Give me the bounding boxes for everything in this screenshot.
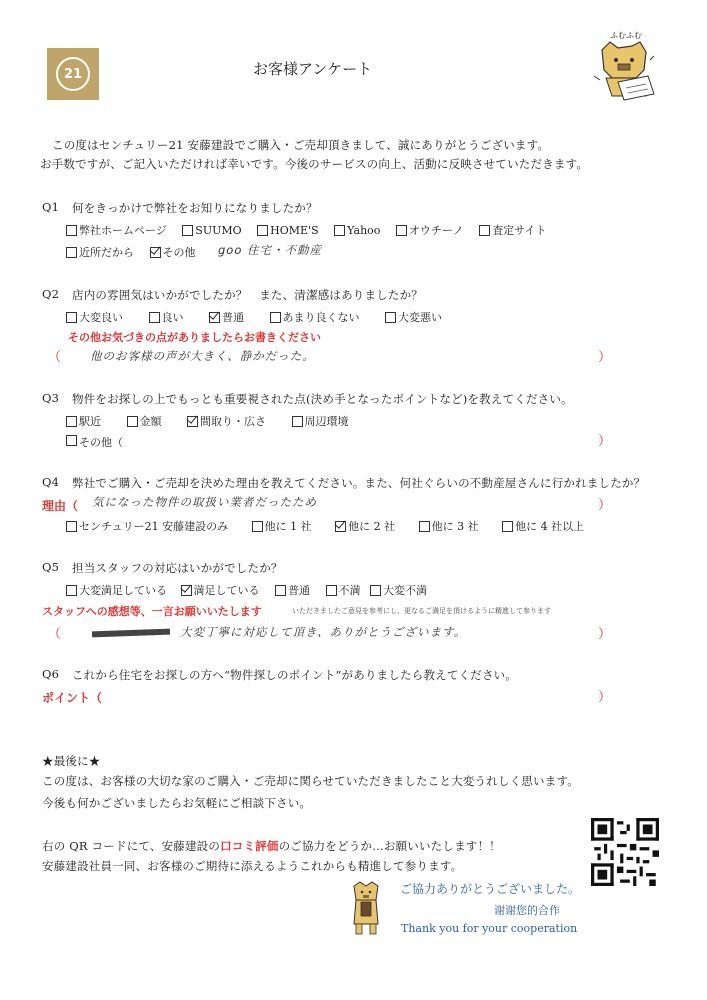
- logo-text: 21: [56, 57, 90, 91]
- q5-handwritten-answer[interactable]: 大変丁寧に対応して頂き、ありがとうございます。: [180, 625, 467, 639]
- q5-options: [66, 582, 439, 599]
- q5-option[interactable]: 大変満足している: [66, 582, 167, 598]
- q1-option[interactable]: Yahoo: [334, 224, 380, 237]
- q3-option[interactable]: 間取り・広さ: [187, 413, 266, 429]
- mascot-reading-illustration: [588, 30, 660, 106]
- q1-option[interactable]: SUUMO: [182, 224, 241, 237]
- checkbox[interactable]: [66, 312, 77, 323]
- q2-number: Q2: [42, 287, 60, 301]
- q4-close-paren: ）: [598, 498, 612, 513]
- q4-option[interactable]: 他に 1 社: [252, 518, 312, 534]
- thanks-japanese: ご協力ありがとうございました。: [400, 882, 581, 896]
- q4-options: [66, 518, 596, 535]
- q3-number: Q3: [42, 391, 60, 405]
- q3-close-paren: ）: [598, 434, 612, 449]
- q6-close-paren: ）: [598, 690, 612, 705]
- closing-qr-line: 右の QR コードにて、安藤建設の口コミ評価のご協力をどうか…お願いいたします！！: [42, 839, 501, 853]
- q3-other[interactable]: その他（: [66, 434, 123, 450]
- review-highlight: 口コミ評価: [220, 839, 279, 853]
- intro-line-2: お手数ですが、ご記入いただければ幸いです。今後のサービスの向上、活動に反映させていただきます。: [40, 157, 589, 171]
- checkbox-checked[interactable]: [187, 416, 198, 427]
- q6-question: これから住宅をお探しの方へ“物件探しのポイント”がありましたら教えてください。: [72, 668, 518, 682]
- q3-option[interactable]: 金額: [127, 413, 162, 429]
- q4-handwritten-answer[interactable]: 気になった物件の取扱い業者だったため: [92, 495, 317, 509]
- q5-open-paren: （: [48, 627, 62, 642]
- closing-line-2: 今後も何かございましたらお気軽にご相談下さい。: [42, 796, 312, 810]
- page-title: お客様アンケート: [253, 60, 373, 78]
- mascot-caption: ふむふむ: [610, 31, 642, 40]
- checkbox[interactable]: [66, 521, 77, 532]
- checkbox[interactable]: [292, 416, 303, 427]
- checkbox[interactable]: [127, 416, 138, 427]
- q4-option[interactable]: センチュリー21 安藤建設のみ: [66, 518, 228, 534]
- q3-option[interactable]: 駅近: [66, 413, 101, 429]
- checkbox[interactable]: [66, 225, 77, 236]
- thanks-chinese: 谢谢您的合作: [494, 904, 560, 917]
- q1-option[interactable]: HOME'S: [257, 224, 318, 237]
- checkbox[interactable]: [419, 521, 430, 532]
- q1-options-row2: [66, 244, 208, 261]
- q5-prompt-note: いただきましたご意見を参考にし、更なるご満足を頂けるように精進して参ります: [292, 607, 551, 615]
- checkbox-checked[interactable]: [335, 521, 346, 532]
- qr-code[interactable]: [591, 818, 659, 886]
- q4-question: 弊社でご購入・ご売却を決めた理由を教えてください。また、何社ぐらいの不動産屋さんに行かれましたか？: [72, 476, 646, 490]
- closing-heading: ★最後に★: [42, 754, 101, 768]
- dog-icon: [588, 30, 660, 106]
- q2-option[interactable]: 大変悪い: [385, 309, 442, 325]
- checkbox[interactable]: [257, 225, 268, 236]
- q4-option[interactable]: 他に 4 社以上: [502, 518, 584, 534]
- checkbox[interactable]: [370, 585, 381, 596]
- q2-close-paren: ）: [598, 350, 612, 365]
- q2-handwritten-answer[interactable]: 他のお客様の声が大きく、静かだった。: [90, 349, 315, 363]
- intro-line-1: この度はセンチュリー21 安藤建設でご購入・ご売却頂きまして、誠にありがとうございます。: [52, 138, 550, 152]
- century21-logo: [47, 48, 99, 100]
- q1-option[interactable]: オウチーノ: [396, 222, 464, 238]
- q6-point-label: ポイント（: [42, 691, 103, 705]
- q1-option[interactable]: 弊社ホームページ: [66, 222, 167, 238]
- q3-question: 物件をお探しの上でもっとも重要視された点(決め手となったポイントなど)を教えてください。: [72, 392, 573, 406]
- q1-option[interactable]: 査定サイト: [479, 222, 546, 238]
- checkbox[interactable]: [252, 521, 263, 532]
- checkbox[interactable]: [385, 312, 396, 323]
- q2-options: [66, 309, 454, 326]
- q1-number: Q1: [42, 200, 60, 214]
- q5-option[interactable]: 大変不満: [370, 582, 427, 598]
- q1-option-other[interactable]: その他: [150, 244, 196, 260]
- checkbox[interactable]: [182, 225, 193, 236]
- checkbox-checked[interactable]: [181, 585, 192, 596]
- q2-option[interactable]: 普通: [209, 309, 244, 325]
- checkbox[interactable]: [66, 435, 77, 446]
- checkbox[interactable]: [326, 585, 337, 596]
- checkbox[interactable]: [396, 225, 407, 236]
- q4-reason-label: 理由（: [42, 499, 79, 513]
- q4-option[interactable]: 他に 3 社: [419, 518, 479, 534]
- q5-number: Q5: [42, 560, 60, 574]
- q2-open-paren: （: [48, 350, 62, 365]
- checkbox[interactable]: [334, 225, 345, 236]
- checkbox-checked[interactable]: [209, 312, 220, 323]
- checkbox[interactable]: [502, 521, 513, 532]
- q4-number: Q4: [42, 475, 60, 489]
- checkbox[interactable]: [479, 225, 490, 236]
- q1-options-row1: [66, 222, 558, 239]
- dog-icon: [346, 880, 386, 938]
- checkbox[interactable]: [66, 585, 77, 596]
- checkbox[interactable]: [149, 312, 160, 323]
- q2-question: 店内の雰囲気はいかがでしたか？ また、清潔感はありましたか？: [72, 288, 423, 302]
- q3-option[interactable]: 周辺環境: [292, 413, 349, 429]
- q2-option[interactable]: 大変良い: [66, 309, 123, 325]
- q5-prompt: スタッフへの感想等、一言お願いいたします: [42, 605, 262, 618]
- q5-option[interactable]: 満足している: [181, 582, 260, 598]
- q5-option[interactable]: 普通: [275, 582, 310, 598]
- q2-prompt: その他お気づきの点がありましたらお書きください: [68, 331, 321, 344]
- q1-question: 何をきっかけで弊社をお知りになりましたか？: [72, 201, 318, 215]
- checkbox[interactable]: [66, 247, 77, 258]
- q4-option[interactable]: 他に 2 社: [335, 518, 395, 534]
- q1-handwritten-answer: goo 住宅・不動産: [218, 243, 323, 257]
- q5-question: 担当スタッフの対応はいかがでしたか？: [72, 561, 283, 575]
- q5-close-paren: ）: [598, 627, 612, 642]
- q6-number: Q6: [42, 667, 60, 681]
- checkbox[interactable]: [270, 312, 281, 323]
- checkbox[interactable]: [275, 585, 286, 596]
- thanks-english: Thank you for your cooperation: [401, 922, 578, 935]
- mascot-bowing-illustration: [346, 880, 386, 938]
- checkbox-checked[interactable]: [150, 247, 161, 258]
- q5-option[interactable]: 不満: [326, 582, 361, 598]
- q2-option[interactable]: あまり良くない: [270, 309, 360, 325]
- closing-line-1: この度は、お客様の大切な家のご購入・ご売却に関らせていただきましたこと大変うれしく思います。: [42, 774, 579, 788]
- q2-option[interactable]: 良い: [149, 309, 184, 325]
- q3-options: [66, 413, 361, 430]
- scribble-mark: [92, 629, 170, 638]
- closing-line-4: 安藤建設社員一同、お客様のご期待に添えるようこれからも精進して参ります。: [42, 859, 463, 873]
- q1-option[interactable]: 近所だから: [66, 244, 134, 260]
- checkbox[interactable]: [66, 416, 77, 427]
